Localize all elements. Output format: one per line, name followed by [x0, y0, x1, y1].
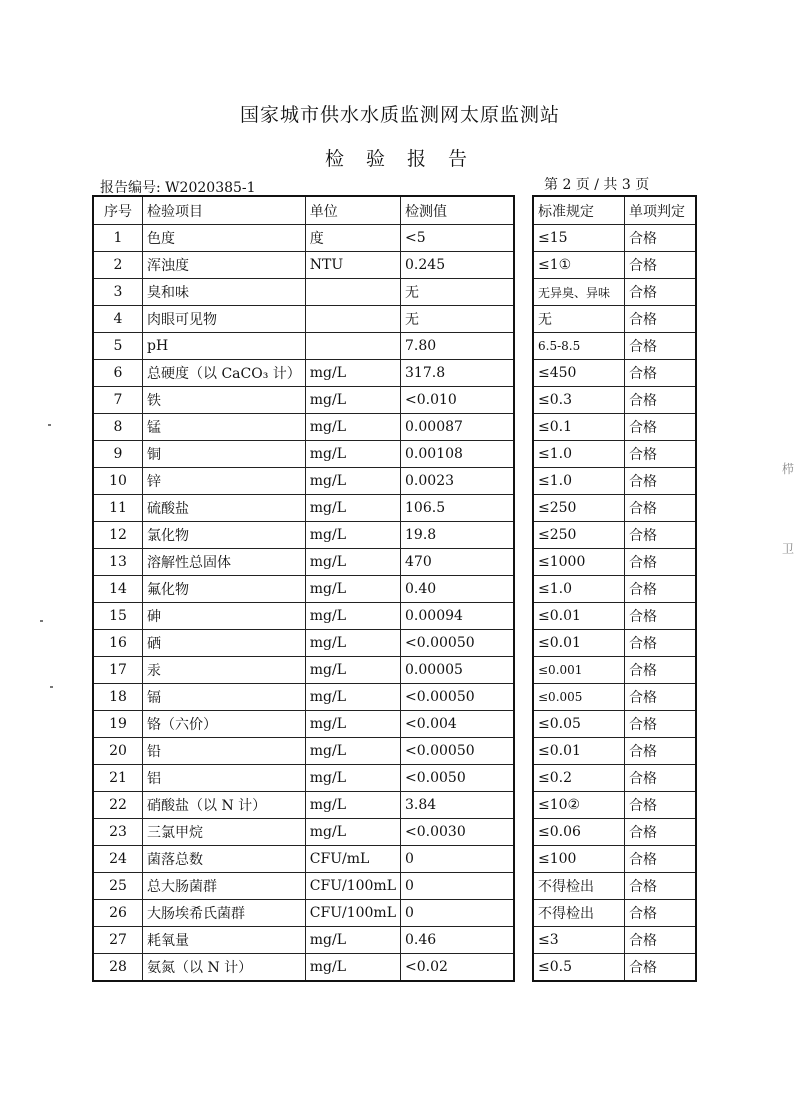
row-unit: CFU/mL [305, 846, 400, 873]
table-row [93, 441, 514, 468]
header-item: 检验项目 [143, 196, 306, 225]
row-no: 24 [93, 846, 143, 873]
row-unit: mg/L [305, 549, 400, 576]
table-row [93, 846, 514, 873]
row-judgement: 合格 [625, 792, 697, 819]
row-standard: ≤0.5 [533, 954, 625, 982]
row-unit: mg/L [305, 360, 400, 387]
results-table-left [92, 195, 515, 982]
row-judgement: 合格 [625, 252, 697, 279]
row-item: 氯化物 [143, 522, 306, 549]
table-row [93, 387, 514, 414]
row-unit: 度 [305, 225, 400, 252]
margin-dot [48, 424, 51, 426]
row-unit: NTU [305, 252, 400, 279]
row-unit: mg/L [305, 441, 400, 468]
row-standard: ≤1.0 [533, 576, 625, 603]
row-judgement: 合格 [625, 333, 697, 360]
row-value: <0.00050 [401, 630, 515, 657]
row-value: 0.46 [401, 927, 515, 954]
edge-mark: 卫 [781, 542, 794, 556]
row-judgement: 合格 [625, 873, 697, 900]
row-judgement: 合格 [625, 441, 697, 468]
row-item: 溶解性总固体 [143, 549, 306, 576]
table-row [533, 711, 696, 738]
row-value: 0.00094 [401, 603, 515, 630]
table-row [93, 522, 514, 549]
table-row [93, 738, 514, 765]
table-row [533, 468, 696, 495]
row-no: 11 [93, 495, 143, 522]
table-row [533, 927, 696, 954]
row-value: <0.00050 [401, 738, 515, 765]
row-item: 铬（六价） [143, 711, 306, 738]
row-no: 14 [93, 576, 143, 603]
row-no: 23 [93, 819, 143, 846]
row-item: 总硬度（以 CaCO₃ 计） [143, 360, 306, 387]
table-row [533, 792, 696, 819]
row-judgement: 合格 [625, 225, 697, 252]
row-standard: ≤10② [533, 792, 625, 819]
row-item: 色度 [143, 225, 306, 252]
row-standard: ≤450 [533, 360, 625, 387]
row-item: 臭和味 [143, 279, 306, 306]
row-item: 耗氧量 [143, 927, 306, 954]
table-row [533, 819, 696, 846]
row-no: 9 [93, 441, 143, 468]
table-row [533, 360, 696, 387]
row-standard: ≤1.0 [533, 441, 625, 468]
table-row [533, 387, 696, 414]
row-value: 0.00005 [401, 657, 515, 684]
table-row [533, 873, 696, 900]
row-item: pH [143, 333, 306, 360]
table-row [93, 279, 514, 306]
header-judgement: 单项判定 [625, 196, 697, 225]
row-unit: mg/L [305, 657, 400, 684]
row-value: <0.0030 [401, 819, 515, 846]
row-judgement: 合格 [625, 846, 697, 873]
table-row [533, 765, 696, 792]
table-row [533, 738, 696, 765]
row-no: 21 [93, 765, 143, 792]
row-no: 4 [93, 306, 143, 333]
row-item: 硒 [143, 630, 306, 657]
row-standard: ≤15 [533, 225, 625, 252]
row-item: 菌落总数 [143, 846, 306, 873]
row-value: 7.80 [401, 333, 515, 360]
row-value: 0 [401, 873, 515, 900]
row-item: 铝 [143, 765, 306, 792]
row-no: 20 [93, 738, 143, 765]
row-no: 12 [93, 522, 143, 549]
row-judgement: 合格 [625, 819, 697, 846]
row-judgement: 合格 [625, 576, 697, 603]
row-unit [305, 279, 400, 306]
table-row [93, 792, 514, 819]
row-value: 106.5 [401, 495, 515, 522]
row-unit: mg/L [305, 792, 400, 819]
row-standard: ≤0.01 [533, 603, 625, 630]
row-judgement: 合格 [625, 765, 697, 792]
row-unit: mg/L [305, 819, 400, 846]
table-row [93, 225, 514, 252]
row-no: 26 [93, 900, 143, 927]
header-value: 检测值 [401, 196, 515, 225]
row-item: 锌 [143, 468, 306, 495]
row-item: 硝酸盐（以 N 计） [143, 792, 306, 819]
row-judgement: 合格 [625, 927, 697, 954]
row-standard: ≤0.2 [533, 765, 625, 792]
row-no: 5 [93, 333, 143, 360]
table-row [93, 819, 514, 846]
row-value: 0.0023 [401, 468, 515, 495]
row-no: 6 [93, 360, 143, 387]
row-item: 氨氮（以 N 计） [143, 954, 306, 982]
row-judgement: 合格 [625, 468, 697, 495]
table-row [533, 522, 696, 549]
row-standard: ≤0.06 [533, 819, 625, 846]
row-standard: 不得检出 [533, 900, 625, 927]
report-number [100, 177, 256, 197]
table-row [93, 630, 514, 657]
row-no: 2 [93, 252, 143, 279]
row-no: 17 [93, 657, 143, 684]
table-row [533, 225, 696, 252]
row-standard: ≤0.01 [533, 738, 625, 765]
row-no: 3 [93, 279, 143, 306]
row-standard: ≤250 [533, 522, 625, 549]
row-standard: ≤250 [533, 495, 625, 522]
table-header-row [533, 196, 696, 225]
table-row [93, 873, 514, 900]
table-row [93, 927, 514, 954]
row-standard: ≤0.05 [533, 711, 625, 738]
table-row [533, 279, 696, 306]
row-item: 铜 [143, 441, 306, 468]
row-no: 7 [93, 387, 143, 414]
table-row [93, 360, 514, 387]
row-no: 22 [93, 792, 143, 819]
row-no: 15 [93, 603, 143, 630]
row-item: 汞 [143, 657, 306, 684]
table-row [93, 252, 514, 279]
row-no: 18 [93, 684, 143, 711]
row-unit: mg/L [305, 738, 400, 765]
report-title: 检 验 报 告 [324, 148, 476, 170]
header-unit: 单位 [305, 196, 400, 225]
table-row [533, 657, 696, 684]
row-standard: ≤3 [533, 927, 625, 954]
row-standard: ≤100 [533, 846, 625, 873]
table-row [533, 441, 696, 468]
table-row [93, 414, 514, 441]
row-value: <0.0050 [401, 765, 515, 792]
row-standard: ≤0.005 [533, 684, 625, 711]
row-standard: 无异臭、异味 [533, 279, 625, 306]
table-row [533, 252, 696, 279]
row-unit: CFU/100mL [305, 900, 400, 927]
row-value: 0 [401, 846, 515, 873]
row-item: 砷 [143, 603, 306, 630]
row-value: 0.00087 [401, 414, 515, 441]
row-standard: ≤0.01 [533, 630, 625, 657]
row-value: 19.8 [401, 522, 515, 549]
row-unit: mg/L [305, 630, 400, 657]
table-row [93, 576, 514, 603]
row-standard: 不得检出 [533, 873, 625, 900]
row-judgement: 合格 [625, 603, 697, 630]
table-row [533, 333, 696, 360]
row-no: 13 [93, 549, 143, 576]
row-standard: ≤1① [533, 252, 625, 279]
table-row [533, 414, 696, 441]
report-number-value: W2020385-1 [165, 180, 256, 196]
row-item: 氟化物 [143, 576, 306, 603]
page-indicator: 第 2 页 / 共 3 页 [544, 177, 650, 193]
row-item: 镉 [143, 684, 306, 711]
table-row [533, 603, 696, 630]
table-row [93, 468, 514, 495]
row-standard: ≤0.3 [533, 387, 625, 414]
row-judgement: 合格 [625, 900, 697, 927]
row-judgement: 合格 [625, 279, 697, 306]
table-header-row [93, 196, 514, 225]
row-judgement: 合格 [625, 414, 697, 441]
table-row [93, 765, 514, 792]
row-judgement: 合格 [625, 360, 697, 387]
row-judgement: 合格 [625, 522, 697, 549]
row-item: 浑浊度 [143, 252, 306, 279]
table-row [93, 711, 514, 738]
row-item: 锰 [143, 414, 306, 441]
row-standard: ≤1.0 [533, 468, 625, 495]
table-row [93, 900, 514, 927]
table-row [533, 684, 696, 711]
row-judgement: 合格 [625, 495, 697, 522]
row-value: 无 [401, 279, 515, 306]
table-row [93, 333, 514, 360]
row-value: <0.02 [401, 954, 515, 982]
row-value: <0.010 [401, 387, 515, 414]
row-no: 19 [93, 711, 143, 738]
row-judgement: 合格 [625, 630, 697, 657]
row-unit [305, 333, 400, 360]
table-row [93, 684, 514, 711]
row-no: 1 [93, 225, 143, 252]
row-unit: mg/L [305, 495, 400, 522]
row-judgement: 合格 [625, 657, 697, 684]
row-value: 0.40 [401, 576, 515, 603]
row-value: 0.00108 [401, 441, 515, 468]
report-number-label: 报告编号: [100, 180, 161, 196]
row-item: 铅 [143, 738, 306, 765]
row-unit: mg/L [305, 603, 400, 630]
row-value: 0 [401, 900, 515, 927]
header-no: 序号 [93, 196, 143, 225]
row-standard: ≤1000 [533, 549, 625, 576]
row-unit: mg/L [305, 414, 400, 441]
row-value: 3.84 [401, 792, 515, 819]
row-no: 8 [93, 414, 143, 441]
row-value: 无 [401, 306, 515, 333]
row-standard: ≤0.001 [533, 657, 625, 684]
table-row [533, 306, 696, 333]
row-judgement: 合格 [625, 711, 697, 738]
row-standard: 无 [533, 306, 625, 333]
margin-dot [50, 686, 53, 688]
row-unit: CFU/100mL [305, 873, 400, 900]
row-value: <5 [401, 225, 515, 252]
row-unit: mg/L [305, 954, 400, 982]
row-value: 317.8 [401, 360, 515, 387]
row-value: 0.245 [401, 252, 515, 279]
row-standard: ≤0.1 [533, 414, 625, 441]
table-row [533, 900, 696, 927]
margin-dot [40, 620, 43, 622]
row-unit: mg/L [305, 468, 400, 495]
table-row [93, 657, 514, 684]
row-judgement: 合格 [625, 954, 697, 982]
table-row [93, 549, 514, 576]
row-no: 25 [93, 873, 143, 900]
row-item: 铁 [143, 387, 306, 414]
row-unit: mg/L [305, 684, 400, 711]
row-judgement: 合格 [625, 549, 697, 576]
table-row [533, 954, 696, 982]
row-unit: mg/L [305, 765, 400, 792]
row-unit: mg/L [305, 927, 400, 954]
row-judgement: 合格 [625, 684, 697, 711]
table-row [533, 846, 696, 873]
row-item: 大肠埃希氏菌群 [143, 900, 306, 927]
row-item: 三氯甲烷 [143, 819, 306, 846]
row-judgement: 合格 [625, 738, 697, 765]
table-row [533, 630, 696, 657]
edge-mark: 栉 [781, 462, 794, 476]
row-no: 28 [93, 954, 143, 982]
row-value: <0.00050 [401, 684, 515, 711]
table-row [533, 549, 696, 576]
table-row [533, 495, 696, 522]
row-unit: mg/L [305, 576, 400, 603]
table-row [93, 306, 514, 333]
row-item: 硫酸盐 [143, 495, 306, 522]
row-no: 10 [93, 468, 143, 495]
table-row [93, 954, 514, 982]
row-no: 16 [93, 630, 143, 657]
row-unit: mg/L [305, 387, 400, 414]
row-item: 总大肠菌群 [143, 873, 306, 900]
row-judgement: 合格 [625, 387, 697, 414]
row-unit [305, 306, 400, 333]
row-unit: mg/L [305, 711, 400, 738]
row-unit: mg/L [305, 522, 400, 549]
table-row [93, 603, 514, 630]
row-value: 470 [401, 549, 515, 576]
results-table-right [532, 195, 697, 982]
table-row [93, 495, 514, 522]
row-no: 27 [93, 927, 143, 954]
row-standard: 6.5-8.5 [533, 333, 625, 360]
header-standard: 标准规定 [533, 196, 625, 225]
row-value: <0.004 [401, 711, 515, 738]
organization-title: 国家城市供水水质监测网太原监测站 [239, 104, 560, 126]
row-item: 肉眼可见物 [143, 306, 306, 333]
table-row [533, 576, 696, 603]
row-judgement: 合格 [625, 306, 697, 333]
